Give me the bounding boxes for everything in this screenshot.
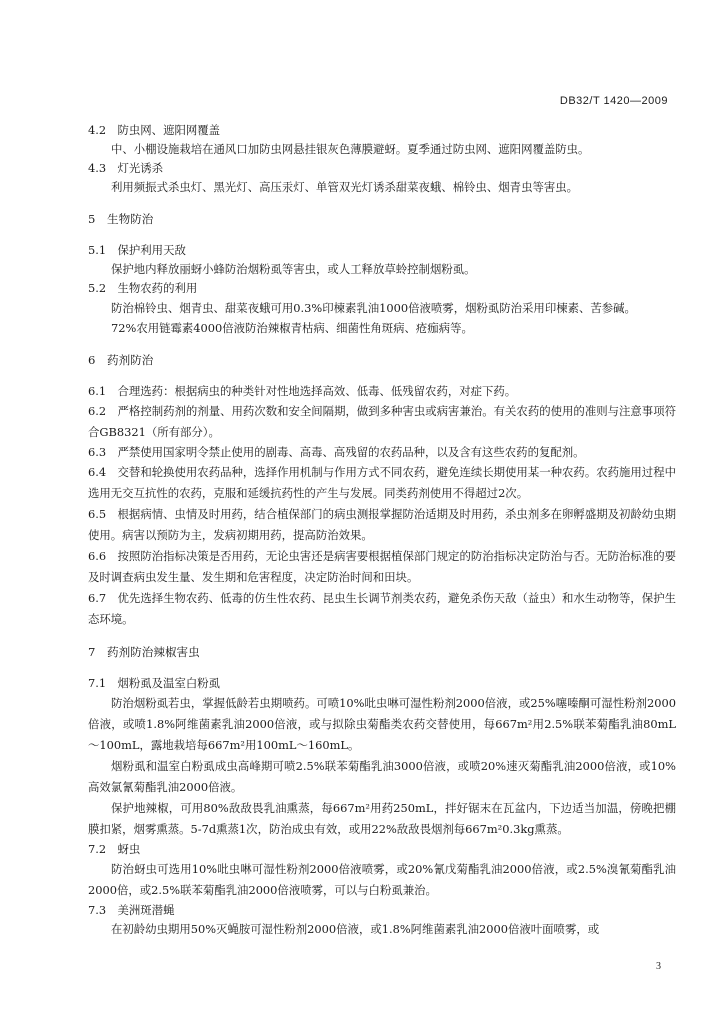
paragraph: 防治蚜虫可选用10%吡虫啉可湿性粉剂2000倍液喷雾，或20%氰戊菊酯乳油2000倍液，或2.5%溴氰菊酯乳油2000倍，或2.5%联苯菊酯乳油2000倍液喷雾，可以与白粉虱兼治。 [88, 862, 676, 897]
paragraph: 防治棉铃虫、烟青虫、甜菜夜蛾可用0.3%印楝素乳油1000倍液喷雾，烟粉虱防治采用印楝素、苦参碱。 [111, 301, 636, 315]
clause: 6.6 按照防治指标决策是否用药，无论虫害还是病害要根据植保部门规定的防治指标决定防治与否。无防治标准的要及时调查病虫发生量、发生期和危害程度，决定防治时间和田块。 [88, 549, 676, 584]
clause: 6.1 合理选药：根据病虫的种类针对性地选择高效、低毒、低残留农药，对症下药。 [88, 384, 517, 398]
subsection-heading: 7.1 烟粉虱及温室白粉虱 [88, 676, 221, 690]
clause: 6.4 交替和轮换使用农药品种，选择作用机制与作用方式不同农药，避免连续长期使用某一种农药。农药施用过程中选用无交互抗性的农药，克服和延缓抗药性的产生与发展。同类药剂使用不得超过2次。 [88, 465, 676, 500]
subsection-heading: 7.2 蚜虫 [88, 842, 141, 856]
clause: 6.7 优先选择生物农药、低毒的仿生性农药、昆虫生长调节剂类农药，避免杀伤天敌（益虫）和水生动物等，保护生态环境。 [88, 591, 676, 626]
subsection-heading: 5.1 保护利用天敌 [88, 243, 186, 257]
document-body [88, 121, 676, 939]
clause: 6.3 严禁使用国家明令禁止使用的剧毒、高毒、高残留的农药品种，以及含有这些农药的复配剂。 [88, 445, 585, 459]
page-number: 3 [656, 961, 661, 972]
subsection-heading: 5.2 生物农药的利用 [88, 281, 198, 295]
subsection-heading: 4.3 灯光诱杀 [88, 161, 164, 175]
paragraph: 保护地内释放丽蚜小蜂防治烟粉虱等害虫，或人工释放草蛉控制烟粉虱。 [111, 262, 476, 276]
clause: 6.2 严格控制药剂的剂量、用药次数和安全间隔期，做到多种害虫或病害兼治。有关农药的使用的准则与注意事项符合GB8321（所有部分）。 [88, 404, 676, 439]
paragraph: 防治烟粉虱若虫，掌握低龄若虫期喷药。可喷10%吡虫啉可湿性粉剂2000倍液，或25%噻嗪酮可湿性粉剂2000倍液，或喷1.8%阿维菌素乳油2000倍液，或与拟除虫菊酯类农药交替使用，每667m²用2.5%联苯菊酯乳油80mL～100mL，露地栽培每667m²用100mL～160mL。 [88, 696, 676, 752]
paragraph: 利用频振式杀虫灯、黑光灯、高压汞灯、单管双光灯诱杀甜菜夜蛾、棉铃虫、烟青虫等害虫。 [111, 180, 579, 194]
paragraph: 烟粉虱和温室白粉虱成虫高峰期可喷2.5%联苯菊酯乳油3000倍液，或喷20%速灭菊酯乳油2000倍液，或10%高效氯氰菊酯乳油2000倍液。 [88, 759, 676, 794]
section-heading: 7 药剂防治辣椒害虫 [88, 645, 200, 659]
section-heading: 5 生物防治 [88, 212, 154, 226]
clause: 6.5 根据病情、虫情及时用药，结合植保部门的病虫测报掌握防治适期及时用药，杀虫剂多在卵孵盛期及初龄幼虫期使用。病害以预防为主，发病初期用药，提高防治效果。 [88, 507, 676, 542]
paragraph: 72%农用链霉素4000倍液防治辣椒青枯病、细菌性角斑病、疮痂病等。 [111, 321, 473, 335]
document-code: DB32/T 1420—2009 [559, 95, 668, 107]
paragraph: 中、小棚设施栽培在通风口加防虫网悬挂银灰色薄膜避蚜。夏季通过防虫网、遮阳网覆盖防虫。 [111, 142, 590, 156]
subsection-heading: 7.3 美洲斑潜蝇 [88, 903, 175, 917]
paragraph: 在初龄幼虫期用50%灭蝇胺可湿性粉剂2000倍液，或1.8%阿维菌素乳油2000倍液叶面喷雾，或 [111, 922, 600, 936]
section-heading: 6 药剂防治 [88, 353, 154, 367]
subsection-heading: 4.2 防虫网、遮阳网覆盖 [88, 123, 221, 137]
paragraph: 保护地辣椒，可用80%敌敌畏乳油熏蒸，每667m²用药250mL，拌好锯末在瓦盆内，下边适当加温，傍晚把棚膜扣紧，烟雾熏蒸。5-7d熏蒸1次，防治成虫有效，或用22%敌敌畏烟剂每667m²0.3kg熏蒸。 [88, 801, 676, 836]
